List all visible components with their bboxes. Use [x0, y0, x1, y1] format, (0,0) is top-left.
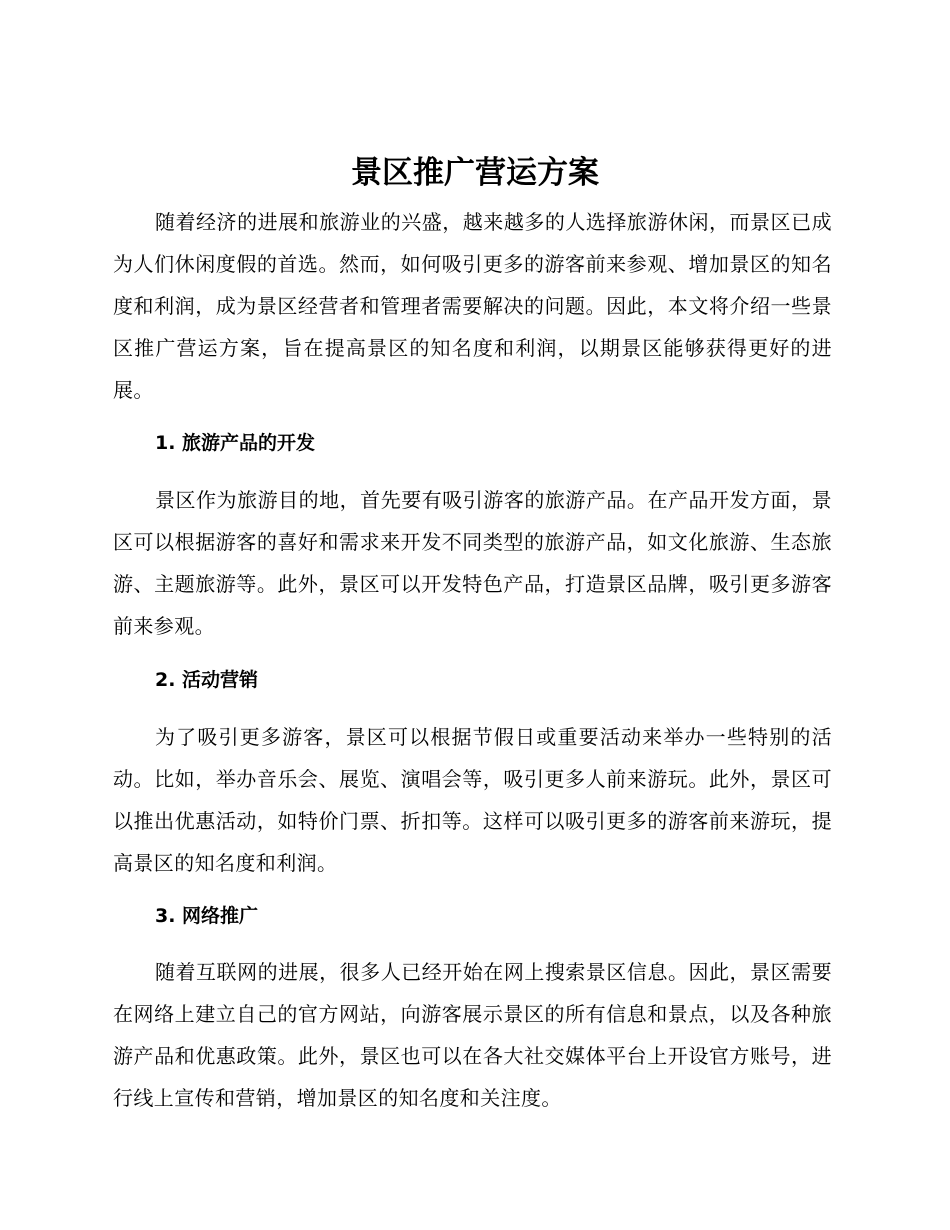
section-body-product-development: 景区作为旅游目的地，首先要有吸引游客的旅游产品。在产品开发方面，景区可以根据游客的喜好和需求来开发不同类型的旅游产品，如文化旅游、生态旅游、主题旅游等。此外，景区可以开发特色产品，打造景区品牌，吸引更多游客前来参观。 [113, 488, 832, 638]
section-heading-product-development: 1. 旅游产品的开发 [155, 432, 316, 454]
document-title: 景区推广营运方案 [351, 155, 599, 191]
section-heading-event-marketing: 2. 活动营销 [155, 669, 259, 691]
intro-paragraph: 随着经济的进展和旅游业的兴盛，越来越多的人选择旅游休闲，而景区已成为人们休闲度假的首选。然而，如何吸引更多的游客前来参观、增加景区的知名度和利润，成为景区经营者和管理者需要解决的问题。因此，本文将介绍一些景区推广营运方案，旨在提高景区的知名度和利润，以期景区能够获得更好的进展。 [113, 210, 832, 402]
section-body-online-promotion: 随着互联网的进展，很多人已经开始在网上搜索景区信息。因此，景区需要在网络上建立自己的官方网站，向游客展示景区的所有信息和景点，以及各种旅游产品和优惠政策。此外，景区也可以在各大社交媒体平台上开设官方账号，进行线上宣传和营销，增加景区的知名度和关注度。 [113, 960, 832, 1110]
section-body-event-marketing: 为了吸引更多游客，景区可以根据节假日或重要活动来举办一些特别的活动。比如，举办音乐会、展览、演唱会等，吸引更多人前来游玩。此外，景区可以推出优惠活动，如特价门票、折扣等。这样可以吸引更多的游客前来游玩，提高景区的知名度和利润。 [113, 725, 832, 875]
section-heading-online-promotion: 3. 网络推广 [155, 905, 259, 927]
